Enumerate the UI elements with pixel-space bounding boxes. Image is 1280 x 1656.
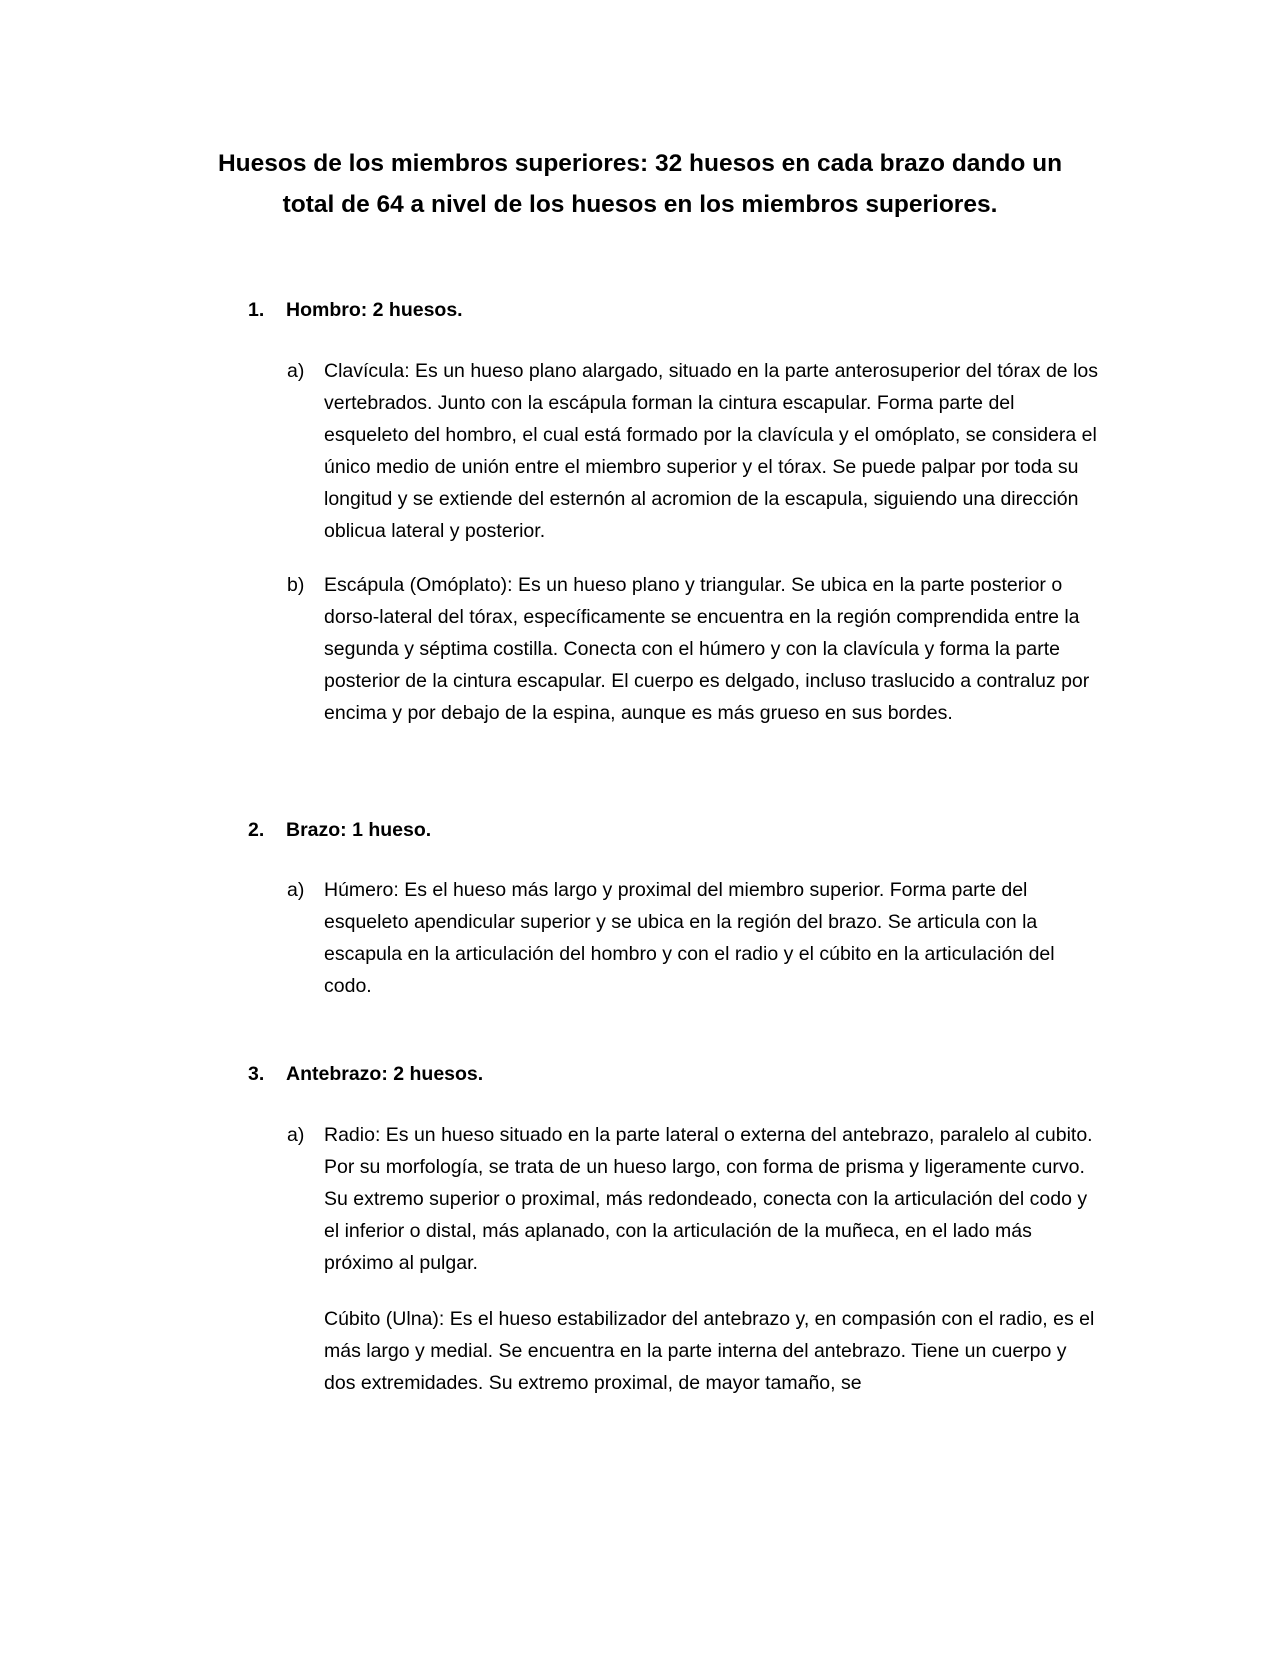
item-text: Radio: Es un hueso situado en la parte lateral o externa del antebrazo, paralelo al cubito. Por su morfología, se trata de un hueso largo, con forma de prisma y ligeramente curvo. Su extremo superior o proximal, más redondeado, conecta con la articulación del codo y el inferior o distal, más aplanado, con la articulación de la muñeca, en el lado más próximo al pulgar. <box>324 1124 1093 1274</box>
item-marker: b) <box>287 574 305 596</box>
section-heading-antebrazo <box>248 1058 483 1090</box>
list-item-humero <box>287 874 1102 1002</box>
section-title: Brazo: 1 hueso. <box>286 819 432 841</box>
list-item-cubito <box>287 1303 1102 1399</box>
item-text: Cúbito (Ulna): Es el hueso estabilizador del antebrazo y, en compasión con el radio, es el más largo y medial. Se encuentra en la parte interna del antebrazo. Tiene un cuerpo y dos extremidades. Su extremo proximal, de mayor tamaño, se <box>324 1308 1095 1394</box>
item-marker: a) <box>287 879 305 901</box>
list-item-escapula <box>287 569 1102 729</box>
section-number: 3. <box>248 1063 265 1085</box>
section-number: 1. <box>248 299 265 321</box>
section-title: Hombro: 2 huesos. <box>286 299 463 321</box>
item-marker: a) <box>287 1124 305 1146</box>
section-heading-brazo <box>248 814 431 846</box>
list-item-clavicula <box>287 355 1102 547</box>
item-text: Escápula (Omóplato): Es un hueso plano y triangular. Se ubica en la parte posterior o dorso-lateral del tórax, específicamente se encuentra en la región comprendida entre la segunda y séptima costilla. Conecta con el húmero y con la clavícula y forma la parte posterior de la cintura escapular. El cuerpo es delgado, incluso traslucido a contraluz por encima y por debajo de la espina, aunque es más grueso en sus bordes. <box>324 574 1090 724</box>
list-item-radio <box>287 1119 1102 1279</box>
item-text: Húmero: Es el hueso más largo y proximal del miembro superior. Forma parte del esqueleto apendicular superior y se ubica en la región del brazo. Se articula con la escapula en la articulación del hombro y con el radio y el cúbito en la articulación del codo. <box>324 879 1055 997</box>
section-title: Antebrazo: 2 huesos. <box>286 1063 484 1085</box>
section-number: 2. <box>248 819 265 841</box>
item-text: Clavícula: Es un hueso plano alargado, situado en la parte anterosuperior del tórax de los vertebrados. Junto con la escápula forman la cintura escapular. Forma parte del esqueleto del hombro, el cual está formado por la clavícula y el omóplato, se considera el único medio de unión entre el miembro superior y el tórax. Se puede palpar por toda su longitud y se extiende del esternón al acromion de la escapula, siguiendo una dirección oblicua lateral y posterior. <box>324 360 1098 542</box>
item-marker: a) <box>287 360 305 382</box>
document-title: Huesos de los miembros superiores: 32 huesos en cada brazo dando un total de 64 a nivel de los huesos en los miembros superiores. <box>217 150 1063 218</box>
section-heading-hombro <box>248 294 463 326</box>
